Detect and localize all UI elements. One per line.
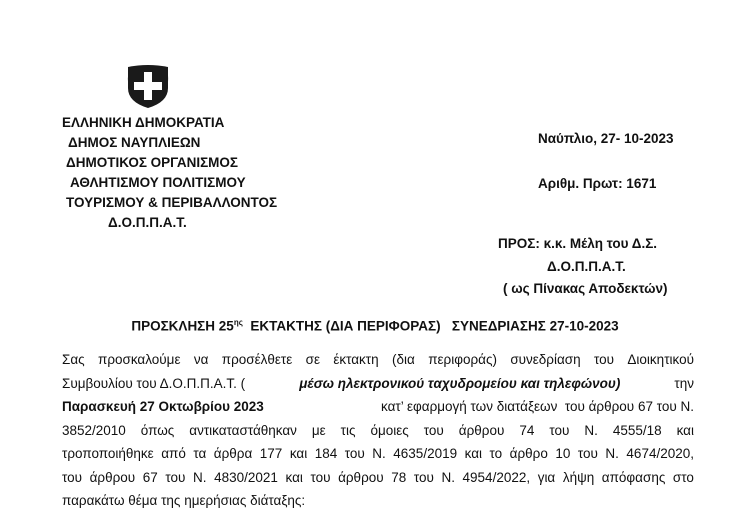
meeting-date: Παρασκευή 27 Οκτωβρίου 2023 xyxy=(62,399,264,414)
body-line: παρακάτω θέμα της ημερήσιας διάταξης: xyxy=(62,493,306,508)
body-line: του άρθρου 67 του Ν. 4830/2021 και του άρθρου 78 του Ν. 4954/2022, για λήψη απόφασης στο xyxy=(62,469,694,485)
invitation-subject xyxy=(0,318,750,334)
body-line: Συμβουλίου του Δ.Ο.Π.Π.Α.Τ. ( μέσω ηλεκτρονικού ταχυδρομείου και τηλεφώνου) την xyxy=(62,372,694,396)
body-line: Παρασκευή 27 Οκτωβρίου 2023 κατ’ εφαρμογή των διατάξεων του άρθρου 67 του Ν. xyxy=(62,395,694,419)
recipient-line-org: Δ.Ο.Π.Π.Α.Τ. xyxy=(547,259,626,274)
body-line: 3852/2010 όπως αντικαταστάθηκαν με τις όμοιες του άρθρου 74 του Ν. 4555/18 και xyxy=(62,422,694,438)
meeting-method: μέσω ηλεκτρονικού ταχυδρομείου και τηλεφώνου) xyxy=(299,375,621,391)
issuer-line-tourism-environment: ΤΟΥΡΙΣΜΟΥ & ΠΕΡΙΒΑΛΛΟΝΤΟΣ xyxy=(66,195,278,210)
issuer-line-sports-culture: ΑΘΛΗΤΙΣΜΟΥ ΠΟΛΙΤΙΣΜΟΥ xyxy=(70,175,246,190)
subject-ordinal-suffix: ης xyxy=(233,318,243,327)
place-date: Ναύπλιο, 27- 10-2023 xyxy=(538,131,674,146)
body-line: τροποποιήθηκε από τα άρθρα 177 και 184 του Ν. 4635/2019 και το άρθρο 10 του Ν. 4674/2020, xyxy=(62,446,694,461)
subject-prefix: ΠΡΟΣΚΛΗΣΗ 25 xyxy=(131,318,234,334)
protocol-number: Αριθμ. Πρωτ: 1671 xyxy=(538,176,657,191)
recipient-line-distribution: ( ως Πίνακας Αποδεκτών) xyxy=(503,281,668,296)
greek-coat-of-arms-icon xyxy=(124,62,172,110)
body-line: Σας προσκαλούμε να προσέλθετε σε έκτακτη (δια περιφοράς) συνεδρίαση του Διοικητικού xyxy=(62,352,694,367)
issuer-line-municipality: ΔΗΜΟΣ ΝΑΥΠΛΙΕΩΝ xyxy=(68,135,201,150)
issuer-line-acronym: Δ.Ο.Π.Π.Α.Τ. xyxy=(108,215,187,230)
subject-rest: ΕΚΤΑΚΤΗΣ (ΔΙΑ ΠΕΡΙΦΟΡΑΣ) ΣΥΝΕΔΡΙΑΣΗΣ 27-10-2023 xyxy=(242,318,619,334)
issuer-line-country: ΕΛΛΗΝΙΚΗ ΔΗΜΟΚΡΑΤΙΑ xyxy=(62,115,225,130)
issuer-line-organization: ΔΗΜΟΤΙΚΟΣ ΟΡΓΑΝΙΣΜΟΣ xyxy=(66,155,239,170)
invitation-body xyxy=(62,348,694,513)
recipient-line-to: ΠΡΟΣ: κ.κ. Μέλη του Δ.Σ. xyxy=(498,236,658,251)
